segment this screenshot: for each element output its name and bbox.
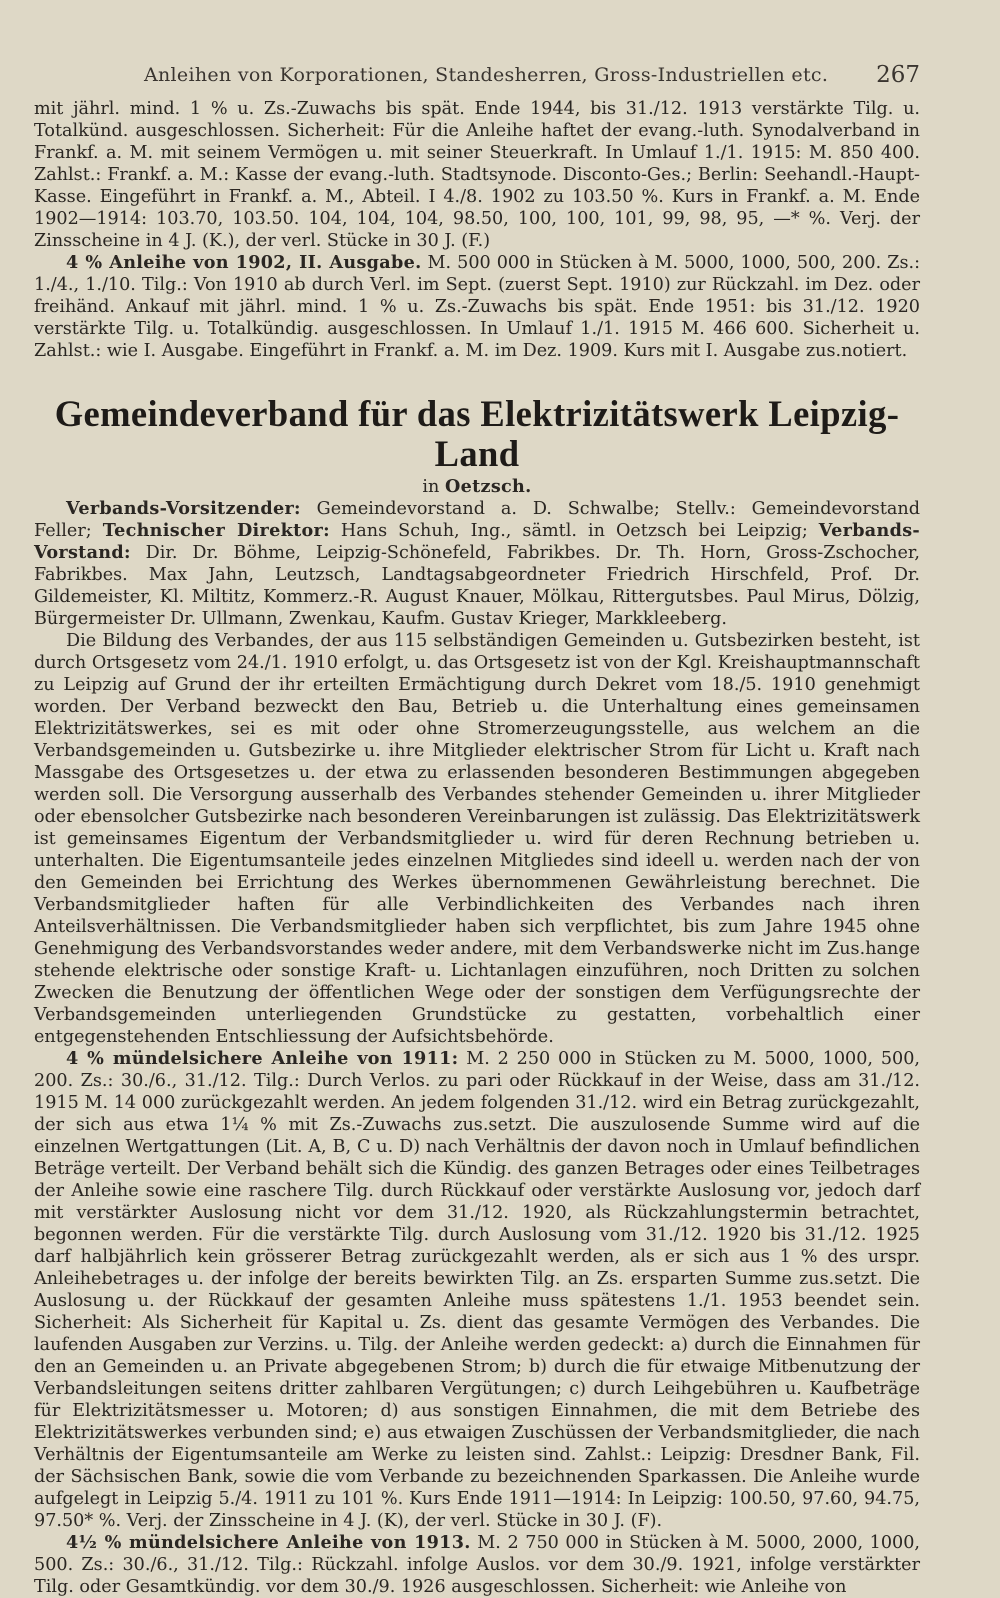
second-issue-lead: 4 % Anleihe von 1902, II. Ausgabe. <box>66 252 422 273</box>
members-text-2: Hans Schuh, Ing., sämtl. in Oetzsch bei Leipzig; <box>329 521 819 541</box>
members-text-3: Dir. Dr. Böhme, Leipzig-Schönefeld, Fabrikbes. Dr. Th. Horn, Gross-Zschocher, Fabrikbes. Max Jahn, Leutzsch, Landtagsabgeordneter Friedrich Hirschfeld, Prof. Dr. Gildemeister, Kl. Miltitz, Kommerz.-R. August Knauer, Mölkau, Rittergutsbes. Paul Mirus, Dölzig, Bürgermeister Dr. Ullmann, Zwenkau, Kaufm. Gustav Krieger, Markkleeberg. <box>34 543 920 629</box>
association-body-paragraph: Die Bildung des Verbandes, der aus 115 selbständigen Gemeinden u. Gutsbezirken besteht, ist durch Ortsgesetz vom 24./1. 1910 erfolgt, u. das Ortsgesetz ist von der Kgl. Kreishauptmannschaft zu Leipzig auf Grund der ihr erteilten Ermächtigung durch Dekret vom 18./5. 1910 genehmigt worden. Der Verband bezweckt den Bau, Betrieb u. die Unterhaltung eines gemeinsamen Elektrizitätswerkes, sei es mit oder ohne Stromerzeugungsstelle, aus welchem an die Verbandsgemeinden u. Gutsbezirke u. ihre Mitglieder elektrischer Strom für Licht u. Kraft nach Massgabe des Ortsgesetzes u. der etwa zu erlassenden besonderen Bestimmungen abgegeben werden soll. Die Versorgung ausserhalb des Verbandes stehender Gemeinden u. ihrer Mitglieder oder ebensolcher Gutsbezirke nach besonderen Vereinbarungen ist zulässig. Das Elektrizitätswerk ist gemeinsames Eigentum der Verbandsmitglieder u. wird für deren Rechnung betrieben u. unterhalten. Die Eigentumsanteile jedes einzelnen Mitgliedes sind ideell u. werden nach der von den Gemeinden bei Errichtung des Werkes übernommenen Gewährleistung berechnet. Die Verbandsmitglieder haften für alle Verbindlichkeiten des Verbandes nach ihren Anteilsverhältnissen. Die Verbandsmitglieder haben sich verpflichtet, bis zum Jahre 1945 ohne Genehmigung des Verbandsvorstandes weder andere, mit dem Verbandswerke nicht im Zus.hange stehende elektrische oder sonstige Kraft- u. Lichtanlagen einzuführen, noch Dritten zu solchen Zwecken die Benutzung der öffentlichen Wege oder der sonstigen dem Verfügungsrechte der Verbandsgemeinden unterliegenden Grundstücke zu gestatten, vorbehaltlich einer entgegenstehenden Entschliessung der Aufsichtsbehörde. <box>34 631 920 1047</box>
section-title: Gemeindeverband für das Elektrizitätswerk Leipzig-Land <box>54 393 900 474</box>
running-header <box>34 0 920 98</box>
members-paragraph <box>34 498 920 630</box>
second-issue-text: M. 500 000 in Stücken à M. 5000, 1000, 500, 200. Zs.: 1./4., 1./10. Tilg.: Von 1910 ab durch Verl. im Sept. (zuerst Sept. 1910) zur Rückzahl. im Dez. oder freihänd. Ankauf mit jährl. mind. 1 % u. Zs.-Zuwachs bis spät. Ende 1951: bis 31./12. 1920 verstärkte Tilg. u. Totalkündig. ausgeschlossen. In Umlauf 1./1. 1915 M. 466 600. Sicherheit u. Zahlst.: wie I. Ausgabe. Eingeführt in Frankf. a. M. im Dez. 1909. Kurs mit I. Ausgabe zus.notiert. <box>34 253 920 361</box>
page-number: 267 <box>876 62 920 88</box>
section-subtitle <box>34 476 920 498</box>
members-lead-director: Technischer Direktor: <box>102 520 330 541</box>
loan-1911-paragraph <box>34 1048 920 1532</box>
second-issue-paragraph <box>34 252 920 362</box>
loan-1913-lead: 4½ % mündelsichere Anleihe von 1913. <box>66 1532 471 1553</box>
loan-1911-text: M. 2 250 000 in Stücken zu M. 5000, 1000, 500, 200. Zs.: 30./6., 31./12. Tilg.: Durch Verlos. zu pari oder Rückkauf in der Weise, dass am 31./12. 1915 M. 14 000 zurückgezahlt werden. An jedem folgenden 31./12. wird ein Betrag zurückgezahlt, der sich aus etwa 1¼ % mit Zs.-Zuwachs zus.setzt. Die auszulosende Summe wird auf die einzelnen Wertgattungen (Lit. A, B, C u. D) nach Verhältnis der davon noch in Umlauf befindlichen Beträge verteilt. Der Verband behält sich die Kündig. des ganzen Betrages oder eines Teilbetrages der Anleihe sowie eine raschere Tilg. durch Rückkauf oder verstärkte Auslosung vor, jedoch darf mit verstärkter Auslosung nicht vor dem 31./12. 1920, als Rückzahlungstermin betrachtet, begonnen werden. Für die verstärkte Tilg. durch Auslosung vom 31./12. 1920 bis 31./12. 1925 darf halbjährlich kein grösserer Betrag zurückgezahlt werden, als er sich aus 1 % des urspr. Anleihebetrages u. der infolge der bereits bewirkten Tilg. an Zs. ersparten Summe zus.setzt. Die Auslosung u. der Rückkauf der gesamten Anleihe muss spätestens 1./1. 1953 beendet sein. Sicherheit: Als Sicherheit für Kapital u. Zs. dient das gesamte Vermögen des Verbandes. Die laufenden Ausgaben zur Verzins. u. Tilg. der Anleihe werden gedeckt: a) durch die Einnahmen für den an Gemeinden u. an Private abgegebenen Strom; b) durch die für etwaige Mitbenutzung der Verbandsleitungen seitens dritter zahlbaren Vergütungen; c) durch Leihgebühren u. Kaufbeträge für Elektrizitätsmesser u. Motoren; d) aus sonstigen Einnahmen, die mit dem Betriebe des Elektrizitätswerkes verbunden sind; e) aus etwaigen Zuschüssen der Verbandsmitglieder, die nach Verhältnis der Eigentumsanteile am Werke zu leisten sind. Zahlst.: Leipzig: Dresdner Bank, Fil. der Sächsischen Bank, sowie die vom Verbande zu bezeichnenden Sparkassen. Die Anleihe wurde aufgelegt in Leipzig 5./4. 1911 zu 101 %. Kurs Ende 1911—1914: In Leipzig: 100.50, 97.60, 94.75, 97.50* %. Verj. der Zinsscheine in 4 J. (K), der verl. Stücke in 30 J. (F). <box>34 1049 920 1531</box>
members-lead-board: Verbands-Vorstand: <box>34 520 920 563</box>
loan-1913-paragraph <box>34 1532 920 1598</box>
header-title: Anleihen von Korporationen, Standesherren, Gross-Industriellen etc. <box>144 64 829 86</box>
loan-1913-text: M. 2 750 000 in Stücken à M. 5000, 2000, 1000, 500. Zs.: 30./6., 31./12. Tilg.: Rückzahl. infolge Auslos. vor dem 30./9. 1921, infolge verstärkter Tilg. oder Gesamtkündig. vor dem 30./9. 1926 ausgeschlossen. Sicherheit: wie Anleihe von <box>34 1533 920 1597</box>
subtitle-prefix: in <box>422 477 445 497</box>
members-text-1: Gemeindevorstand a. D. Schwalbe; Stellv.: Gemeindevorstand Feller; <box>34 499 920 541</box>
members-lead-chairman: Verbands-Vorsitzender: <box>66 498 301 519</box>
loan-1911-lead: 4 % mündelsichere Anleihe von 1911: <box>66 1048 459 1069</box>
continuation-paragraph: mit jährl. mind. 1 % u. Zs.-Zuwachs bis spät. Ende 1944, bis 31./12. 1913 verstärkte Tilg. u. Totalkünd. ausgeschlossen. Sicherheit: Für die Anleihe haftet der evang.-luth. Synodalverband in Frankf. a. M. mit seinem Vermögen u. mit seiner Steuerkraft. In Umlauf 1./1. 1915: M. 850 400. Zahlst.: Frankf. a. M.: Kasse der evang.-luth. Stadtsynode. Disconto-Ges.; Berlin: Seehandl.-Haupt-Kasse. Eingeführt in Frankf. a. M., Abteil. I 4./8. 1902 zu 103.50 %. Kurs in Frankf. a. M. Ende 1902—1914: 103.70, 103.50. 104, 104, 104, 98.50, 100, 100, 101, 99, 98, 95, —* %. Verj. der Zinsscheine in 4 J. (K.), der verl. Stücke in 30 J. (F.) <box>34 99 920 251</box>
subtitle-place: Oetzsch. <box>444 476 532 497</box>
